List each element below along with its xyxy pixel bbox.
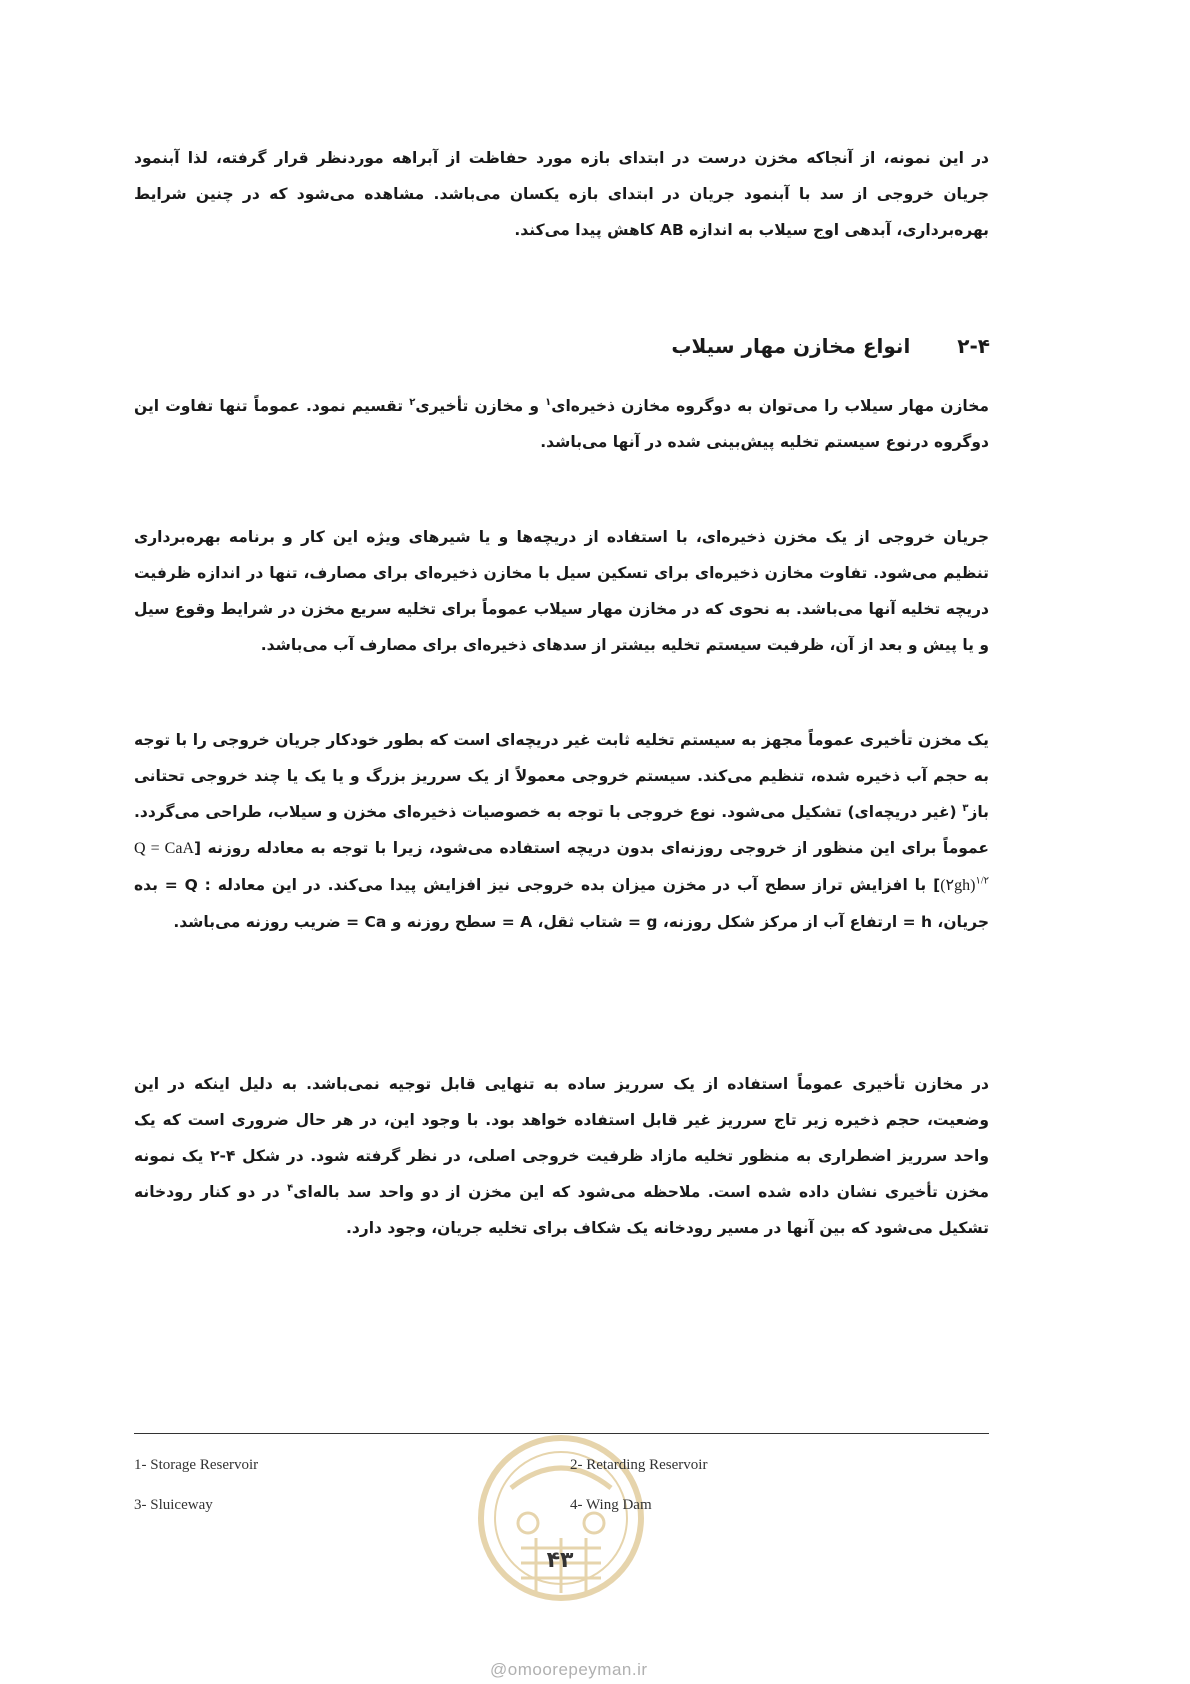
formula-text: Q = CaA (۲gh) <box>134 840 976 894</box>
paragraph-types <box>134 388 989 460</box>
paragraph-text: ] با افزایش تراز سطح آب در مخزن میزان بده خروجی نیز افزایش پیدا می‌کند. در این معادله : Q = بده جریان، h = ارتفاع آب از مرکز شکل روزنه، g = شتاب ثقل، A = سطح روزنه و Ca = ضریب روزنه می‌باشد. <box>134 876 989 931</box>
watermark-text: @omoorepeyman.ir <box>490 1660 648 1679</box>
footnote-3: 3- Sluiceway <box>134 1497 213 1513</box>
paragraph-text: (غیر دریچه‌ای) تشکیل می‌شود. نوع خروجی با توجه به خصوصیات ذخیره‌ای مخزن و سیلاب، طراحی می‌گردد. عموماً برای این منظور از خروجی روزنه‌ای بدون دریچه استفاده می‌شود، زیرا با توجه به معادله روزنه [ <box>134 803 989 857</box>
paragraph-storage-reservoir: جریان خروجی از یک مخزن ذخیره‌ای، با استفاده از دریچه‌ها و یا شیرهای ویژه این کار و برنامه بهره‌برداری تنظیم می‌شود. تفاوت مخازن ذخیره‌ای برای تسکین سیل با مخازن ذخیره‌ای برای مصارف، تنها در اندازه ظرفیت دریچه تخلیه آنها می‌باشد. به نحوی که در مخازن مهار سیلاب عموماً برای تخلیه سریع مخزن در شرایط وقوع سیل و یا پیش و بعد از آن، ظرفیت سیستم تخلیه بیشتر از سدهای ذخیره‌ای برای مصارف آب می‌باشد. <box>134 528 989 654</box>
section-number: ۲-۴ <box>957 334 990 358</box>
footnote-ref-3: ۳ <box>962 802 969 814</box>
paragraph-spillway <box>134 1066 989 1246</box>
section-title: انواع مخازن مهار سیلاب <box>671 334 911 358</box>
watermark-seal-icon <box>466 1418 656 1638</box>
paragraph-text: تقسیم نمود. عموماً تنها تفاوت این دوگروه درنوع سیستم تخلیه پیش‌بینی شده در آنها می‌باشد. <box>134 397 989 451</box>
paragraph-text: مخازن مهار سیلاب را می‌توان به دوگروه مخازن ذخیره‌ای <box>551 397 989 415</box>
footnote-ref-2: ۲ <box>409 396 416 408</box>
paragraph-retarding-reservoir <box>134 722 989 940</box>
paragraph-text: و مخازن تأخیری <box>415 397 546 415</box>
paragraph-text: در مخازن تأخیری عموماً استفاده از یک سرریز ساده به تنهایی قابل توجیه نمی‌باشد. به دلیل اینکه در این وضعیت، حجم ذخیره زیر تاج سرریز غیر قابل استفاده خواهد بود. با وجود این، در هر حال ضروری است که یک واحد سرریز اضطراری به منظور تخلیه مازاد ظرفیت خروجی اصلی، در نظر گرفته شود. در شکل ۴-۲ یک نمونه مخزن تأخیری نشان داده شده است. ملاحظه می‌شود که این مخزن از دو واحد سد باله‌ای <box>134 1075 989 1201</box>
formula-exponent: ۱/۲ <box>975 875 989 887</box>
paragraph-text: در دو کنار رودخانه تشکیل می‌شود که بین آنها در مسیر رودخانه یک شکاف برای تخلیه جریان، وجود دارد. <box>134 1183 989 1237</box>
page-number: ۴۳ <box>546 1548 574 1573</box>
section-heading <box>671 328 990 364</box>
footnote-2: 2- Retarding Reservoir <box>570 1457 708 1473</box>
footnote-4: 4- Wing Dam <box>570 1497 652 1513</box>
footnote-ref-1: ۱ <box>545 396 552 408</box>
footnote-ref-4: ۴ <box>287 1182 294 1194</box>
paragraph-text: یک مخزن تأخیری عموماً مجهز به سیستم تخلیه ثابت غیر دریچه‌ای است که بطور خودکار جریان خروجی را با توجه به حجم آب ذخیره شده، تنظیم می‌کند. سیستم خروجی معمولاً از یک سرریز بزرگ و یا یک یا چند خروجی تحتانی باز <box>134 731 989 821</box>
paragraph-intro: در این نمونه، از آنجاکه مخزن درست در ابتدای بازه مورد حفاظت از آبراهه موردنظر قرار گرفته، لذا آبنمود جریان خروجی از سد با آبنمود جریان در ابتدای بازه یکسان می‌باشد. مشاهده می‌شود که در چنین شرایط بهره‌برداری، آبدهی اوج سیلاب به اندازه AB کاهش پیدا می‌کند. <box>134 149 989 239</box>
footnote-1: 1- Storage Reservoir <box>134 1457 259 1473</box>
